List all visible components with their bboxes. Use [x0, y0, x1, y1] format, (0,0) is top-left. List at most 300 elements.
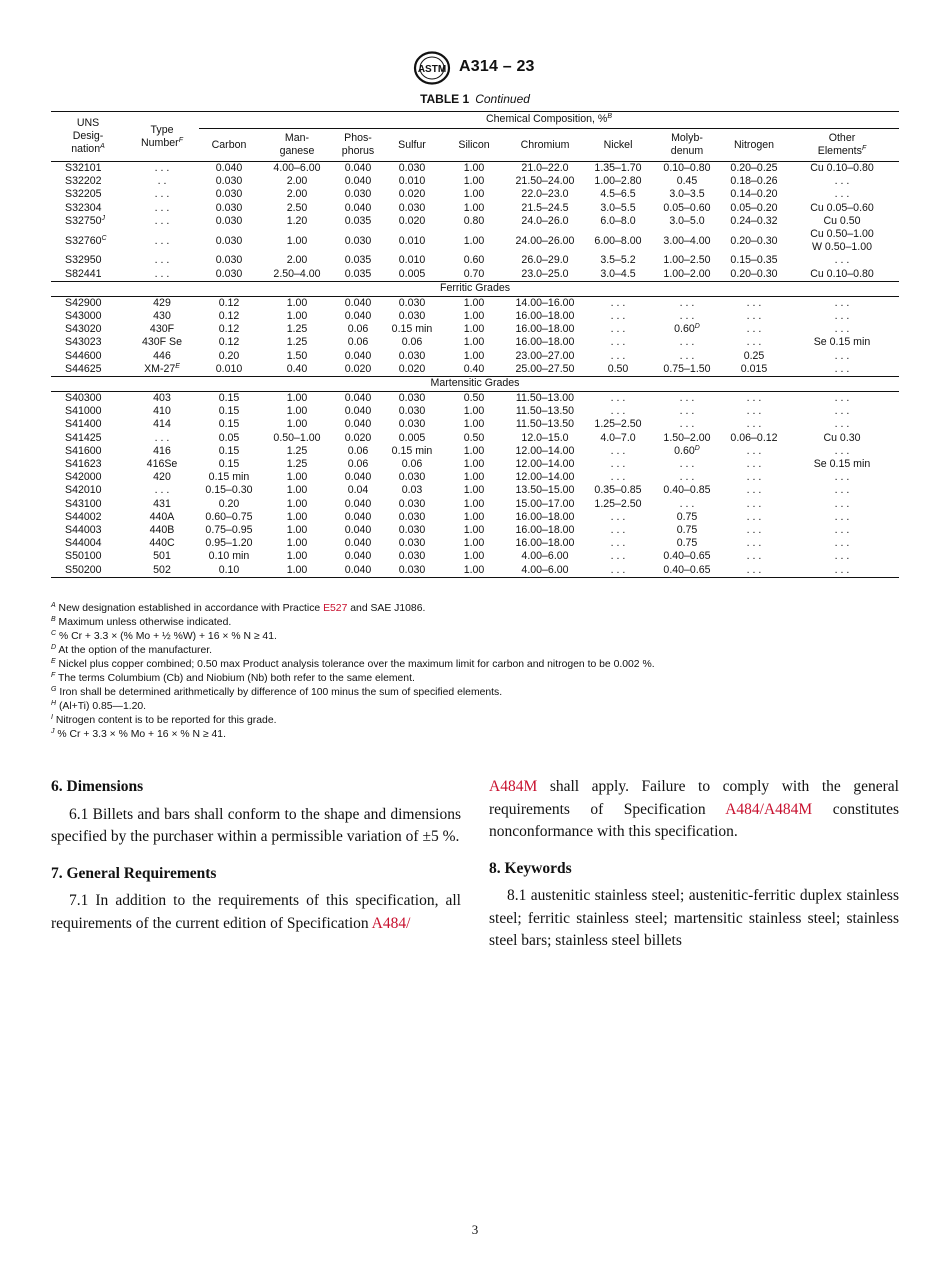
cell-uns: S42900 [65, 296, 102, 309]
cell-other: . . . [834, 471, 850, 484]
cell-uns: S43020 [65, 323, 102, 336]
cell-c: 0.60–0.75 [205, 510, 253, 523]
cell-type: . . . [154, 162, 170, 174]
cell-cr: 4.00–6.00 [521, 550, 569, 563]
section-martensitic-grades-label: Martensitic Grades [51, 377, 899, 392]
table-row [51, 458, 899, 471]
cell-c: 0.75–0.95 [205, 524, 253, 537]
cell-mn: 2.50–4.00 [273, 267, 321, 280]
header-manganese: Man- ganese [259, 129, 335, 162]
cell-mn: 1.00 [286, 497, 308, 510]
cell-type: 416 [153, 444, 171, 457]
cell-mo: 0.45 [676, 175, 698, 188]
table-row [51, 432, 899, 445]
document-title: A314 – 23 [459, 58, 535, 75]
page-number: 3 [471, 1222, 479, 1237]
cell-mn: 1.00 [286, 537, 308, 550]
footnote-h: $^H$ (Al+Ti) 0.85—1.20. [51, 700, 147, 712]
cell-c: 0.20 [218, 497, 240, 510]
table-body [51, 162, 899, 578]
cell-c: 0.95–1.20 [205, 537, 253, 550]
cell-other: . . . [834, 497, 850, 510]
cell-si: 1.00 [463, 510, 485, 523]
section-ferritic-grades-label: Ferritic Grades [51, 281, 899, 296]
cell-n: . . . [746, 418, 762, 431]
cell-mo: 0.75 [676, 524, 698, 537]
footnote-d: $^D$ At the option of the manufacturer. [51, 644, 213, 656]
cell-n: . . . [746, 497, 762, 510]
cell-mo: 1.00–2.50 [663, 254, 711, 267]
cell-type: 414 [153, 418, 171, 431]
cell-type: 429 [153, 296, 171, 309]
cell-c: 0.15 min [208, 471, 250, 484]
cell-ni: . . . [585, 564, 651, 578]
table-footnotes [51, 602, 899, 742]
cell-si: 0.40 [463, 362, 485, 375]
cell-other: . . . [834, 296, 850, 309]
cell-s: 0.030 [398, 550, 426, 563]
cell-p: 0.04 [347, 484, 369, 497]
cell-mo: . . . [679, 349, 695, 362]
footnote-a: $^A$ New designation established in accordance with Practice E527 and SAE J1086. [51, 602, 426, 614]
cell-uns: S50100 [65, 550, 102, 563]
cell-n: 0.015 [740, 362, 768, 375]
cell-s: 0.030 [398, 405, 426, 418]
table-row [51, 511, 899, 524]
cell-p: 0.040 [344, 349, 372, 362]
cell-cr: 11.50–13.00 [515, 392, 575, 405]
footnote-f: $^F$ The terms Columbium (Cb) and Niobium (Nb) both refer to the same element. [51, 672, 415, 684]
table-row [51, 175, 899, 188]
cell-mn: 1.25 [286, 444, 308, 457]
section-ferritic-grades [51, 281, 899, 296]
footnote-j: $^J$ % Cr + 3.3 × % Mo + 16 × % N ≥ 41. [51, 728, 226, 740]
cell-n: 0.14–0.20 [730, 188, 778, 201]
cell-p: 0.040 [344, 550, 372, 563]
cell-uns: S43000 [65, 310, 102, 323]
cell-n: 0.24–0.32 [730, 214, 778, 227]
cell-c: 0.15 [218, 444, 240, 457]
cell-mo: 1.00–2.00 [663, 267, 711, 280]
cell-mn: 1.00 [286, 310, 308, 323]
cell-s: 0.030 [398, 296, 426, 309]
cell-cr: 16.00–18.00 [515, 310, 575, 323]
cell-cr: 14.00–16.00 [515, 296, 575, 309]
cell-other: . . . [834, 484, 850, 497]
cell-p: 0.040 [344, 296, 372, 309]
cell-si: 1.00 [463, 458, 485, 471]
cell-c: 0.10 [199, 564, 259, 578]
cell-type: . . . [154, 201, 170, 214]
cell-uns: S32304 [65, 201, 102, 214]
cell-s: 0.010 [398, 254, 426, 267]
section-6-1: 6.1 Billets and bars shall conform to the shape and dimensions specified by the purchaser within a permissible variation of ±5 %. [51, 805, 461, 845]
cell-s: 0.15 min [391, 444, 433, 457]
cell-s: 0.06 [401, 336, 423, 349]
section-martensitic-grades [51, 377, 899, 392]
header-other-elements: Other Elements$^F$ [785, 129, 899, 162]
cell-type: 410 [153, 405, 171, 418]
cell-mn: 1.00 [286, 392, 308, 405]
cell-si: 1.00 [463, 188, 485, 201]
cell-uns: S41400 [65, 418, 102, 431]
cell-mn: 2.50 [286, 201, 308, 214]
cell-uns: S41623 [65, 458, 102, 471]
table-row [51, 336, 899, 349]
cell-p: 0.040 [344, 524, 372, 537]
cell-si: 0.50 [463, 392, 485, 405]
cell-n: . . . [723, 564, 785, 578]
cell-c: 0.12 [218, 296, 240, 309]
cell-si: 1.00 [463, 296, 485, 309]
cell-cr: 12.00–14.00 [515, 444, 575, 457]
cell-cr: 21.0–22.0 [521, 162, 569, 174]
cell-ni: . . . [610, 444, 626, 457]
cell-mn: 0.40 [286, 362, 308, 375]
cell-mn: 1.25 [286, 458, 308, 471]
cell-cr: 16.00–18.00 [515, 510, 575, 523]
cell-p: 0.040 [344, 537, 372, 550]
cell-ni: . . . [610, 323, 626, 336]
cell-c: 0.010 [215, 362, 243, 375]
cell-other: . . . [834, 175, 850, 188]
cell-type: 502 [125, 564, 199, 578]
cell-uns: S42000 [65, 471, 102, 484]
table-caption [0, 92, 950, 106]
cell-mo: 3.00–4.00 [663, 234, 711, 247]
right-column [489, 776, 899, 967]
cell-type: 446 [153, 349, 171, 362]
footnote-g: $^G$ Iron shall be determined arithmetically by difference of 100 minus the sum of specified elements. [51, 686, 503, 698]
cell-ni: 4.5–6.5 [600, 188, 636, 201]
cell-uns: S41000 [65, 405, 102, 418]
cell-s: 0.020 [398, 188, 426, 201]
cell-mn: 2.00 [286, 254, 308, 267]
cell-c: 0.040 [215, 162, 243, 174]
cell-p: 0.06 [347, 336, 369, 349]
cell-ni: . . . [610, 458, 626, 471]
cell-n: . . . [746, 405, 762, 418]
cell-mn: 1.00 [286, 550, 308, 563]
cell-c: 0.20 [218, 349, 240, 362]
cell-uns: S42010 [65, 484, 102, 497]
cell-p: 0.035 [344, 267, 372, 280]
cell-p: 0.040 [344, 510, 372, 523]
section-7-1-continued: A484M shall apply. Failure to comply with the general requirements of Specification A484/A484M constitutes nonconformance with this specification. [489, 778, 899, 840]
cell-si: 0.80 [463, 214, 485, 227]
header-chromium: Chromium [505, 129, 585, 162]
cell-cr: 23.0–25.0 [521, 267, 569, 280]
header-sulfur: Sulfur [381, 129, 443, 162]
cell-other: Se 0.15 min [813, 458, 871, 471]
cell-cr: 22.0–23.0 [521, 188, 569, 201]
cell-uns: S32950 [65, 254, 102, 267]
cell-mo: 0.75–1.50 [663, 362, 711, 375]
cell-uns: S82441 [65, 267, 102, 280]
cell-cr: 11.50–13.50 [515, 418, 575, 431]
cell-ni: . . . [610, 296, 626, 309]
table-row [51, 202, 899, 215]
cell-si: 0.70 [463, 267, 485, 280]
cell-cr: 16.00–18.00 [515, 537, 575, 550]
cell-other: . . . [834, 524, 850, 537]
table-row [51, 323, 899, 336]
cell-c: 0.030 [215, 214, 243, 227]
cell-c: 0.030 [215, 267, 243, 280]
cell-n: 0.15–0.35 [730, 254, 778, 267]
cell-cr: 16.00–18.00 [515, 336, 575, 349]
cell-si: 1.00 [463, 323, 485, 336]
header-chemical-composition: Chemical Composition, %$^B$ [199, 112, 899, 129]
cell-other: Cu 0.10–0.80 [810, 162, 874, 174]
cell-p: 0.040 [344, 175, 372, 188]
cell-n: . . . [746, 336, 762, 349]
left-column [51, 776, 461, 949]
cell-mn: 1.00 [286, 484, 308, 497]
cell-n: 0.18–0.26 [730, 175, 778, 188]
cell-uns: S32205 [65, 188, 102, 201]
cell-n: . . . [746, 484, 762, 497]
cell-mn: 1.00 [286, 234, 308, 247]
cell-c: 0.15 [218, 405, 240, 418]
header-nitrogen: Nitrogen [723, 129, 785, 162]
header-silicon: Silicon [443, 129, 505, 162]
cell-other: . . . [834, 362, 850, 375]
cell-cr: 12.00–14.00 [515, 471, 575, 484]
table-row [51, 445, 899, 458]
cell-c: 0.030 [215, 234, 243, 247]
cell-si: 1.00 [463, 550, 485, 563]
cell-type: 501 [153, 550, 171, 563]
cell-c: 0.12 [218, 323, 240, 336]
cell-ni: 3.5–5.2 [600, 254, 636, 267]
cell-other: . . . [785, 564, 899, 578]
cell-cr: 26.0–29.0 [521, 254, 569, 267]
page-header [0, 50, 950, 86]
cell-mo: . . . [679, 418, 695, 431]
cell-p: 0.040 [344, 418, 372, 431]
table-row [51, 550, 899, 563]
cell-mo: 3.0–3.5 [669, 188, 705, 201]
cell-uns: S44002 [65, 510, 102, 523]
table-row [51, 310, 899, 323]
cell-si: 1.00 [463, 524, 485, 537]
cell-si: 1.00 [463, 484, 485, 497]
cell-other: Cu 0.05–0.60 [810, 201, 874, 214]
cell-mn: 1.25 [286, 323, 308, 336]
cell-other: . . . [834, 510, 850, 523]
cell-p: 0.040 [344, 392, 372, 405]
cell-s: 0.030 [398, 162, 426, 174]
cell-n: 0.25 [743, 349, 765, 362]
cell-uns: S43023 [65, 336, 102, 349]
cell-c: 0.10 min [208, 550, 250, 563]
header-carbon: Carbon [199, 129, 259, 162]
cell-si: 1.00 [463, 201, 485, 214]
cell-mo: 0.40–0.65 [663, 550, 711, 563]
cell-other: Cu 0.50–1.00 W 0.50–1.00 [810, 228, 874, 254]
cell-other: . . . [834, 550, 850, 563]
cell-mo: 0.75 [676, 510, 698, 523]
cell-other: Cu 0.30 [823, 431, 861, 444]
cell-mn: 4.00–6.00 [273, 162, 321, 174]
cell-type: 440A [149, 510, 175, 523]
table-row [51, 524, 899, 537]
cell-s: 0.030 [398, 471, 426, 484]
cell-s: 0.030 [398, 418, 426, 431]
cell-p: 0.040 [335, 564, 381, 578]
table-row [51, 484, 899, 497]
cell-n: . . . [746, 323, 762, 336]
cell-mn: 1.00 [286, 418, 308, 431]
cell-type: . . [157, 175, 167, 188]
cell-mo: . . . [679, 405, 695, 418]
cell-uns: S40300 [65, 392, 102, 405]
table-row [51, 254, 899, 267]
cell-si: 1.00 [463, 444, 485, 457]
cell-si: 1.00 [463, 418, 485, 431]
cell-si: 0.60 [463, 254, 485, 267]
table-caption-continued: Continued [475, 92, 530, 106]
table-row [51, 392, 899, 406]
cell-s: 0.005 [398, 267, 426, 280]
cell-mo: 3.0–5.0 [669, 214, 705, 227]
cell-ni: 1.35–1.70 [594, 162, 642, 174]
cell-uns: S44600 [65, 349, 102, 362]
footnote-b: $^B$ Maximum unless otherwise indicated. [51, 616, 232, 628]
header-phosphorus: Phos- phorus [335, 129, 381, 162]
cell-type: . . . [154, 267, 170, 280]
cell-n: . . . [746, 524, 762, 537]
cell-uns: S50200 [51, 564, 125, 578]
cell-cr: 25.00–27.50 [515, 362, 575, 375]
cell-s: 0.020 [398, 362, 426, 375]
cell-c: 0.15 [218, 458, 240, 471]
cell-mn: 2.00 [286, 188, 308, 201]
cell-type: . . . [154, 188, 170, 201]
cell-p: 0.040 [344, 162, 372, 174]
cell-p: 0.020 [344, 431, 372, 444]
link-a484-a484m[interactable]: A484/A484M [725, 800, 813, 818]
cell-uns: S41425 [65, 431, 102, 444]
section-7-heading: 7. General Requirements [51, 864, 217, 882]
cell-uns: S41600 [65, 444, 102, 457]
cell-s: 0.030 [398, 310, 426, 323]
cell-p: 0.040 [344, 405, 372, 418]
cell-mo: . . . [679, 497, 695, 510]
cell-n: 0.20–0.30 [730, 234, 778, 247]
cell-mo: $0.60^D$ [674, 323, 700, 336]
cell-p: 0.035 [344, 254, 372, 267]
cell-mn: 2.00 [286, 175, 308, 188]
cell-cr: 24.0–26.0 [521, 214, 569, 227]
cell-ni: 3.0–4.5 [600, 267, 636, 280]
cell-s: 0.030 [398, 510, 426, 523]
cell-type: 420 [153, 471, 171, 484]
cell-p: 0.030 [344, 234, 372, 247]
cell-cr: 13.50–15.00 [515, 484, 575, 497]
cell-si: 1.00 [463, 497, 485, 510]
section-8-heading: 8. Keywords [489, 859, 572, 877]
cell-ni: 1.00–2.80 [594, 175, 642, 188]
cell-c: 0.12 [218, 310, 240, 323]
table-row [51, 296, 899, 310]
cell-other: . . . [834, 349, 850, 362]
footnote-e: $^E$ Nickel plus copper combined; 0.50 max Product analysis tolerance over the maximum limit for carbon and nitrogen to be 0.002 %. [51, 658, 655, 670]
header-type-number: Type Number$^F$ [125, 112, 199, 162]
section-6-heading: 6. Dimensions [51, 778, 144, 795]
cell-n: . . . [746, 550, 762, 563]
cell-ni: 3.0–5.5 [600, 201, 636, 214]
cell-ni: . . . [610, 405, 626, 418]
cell-type: . . . [154, 431, 170, 444]
table-row [51, 418, 899, 431]
cell-mn: 1.25 [286, 336, 308, 349]
cell-type: $XM-27^E$ [144, 362, 180, 375]
cell-mn: 1.00 [286, 524, 308, 537]
cell-mo: . . . [679, 458, 695, 471]
cell-s: 0.03 [401, 484, 423, 497]
cell-mo: . . . [679, 392, 695, 405]
cell-mo: . . . [679, 310, 695, 323]
cell-mo: 0.10–0.80 [663, 162, 711, 174]
link-a484m[interactable]: A484M [489, 778, 538, 795]
footnote-c: $^C$ % Cr + 3.3 × (% Mo + ½ %W) + 16 × % N ≥ 41. [51, 630, 277, 642]
cell-uns: S44625 [65, 362, 102, 375]
cell-uns: S43100 [65, 497, 102, 510]
cell-uns: $S32750^J$ [65, 214, 106, 227]
cell-ni: 6.0–8.0 [600, 214, 636, 227]
cell-s: 0.030 [398, 537, 426, 550]
cell-mo: 0.40–0.85 [663, 484, 711, 497]
cell-mn: 1.20 [286, 214, 308, 227]
cell-s: 0.030 [398, 349, 426, 362]
cell-ni: 1.25–2.50 [594, 418, 642, 431]
cell-si: 1.00 [463, 537, 485, 550]
cell-si: 1.00 [463, 405, 485, 418]
cell-n: 0.20–0.25 [730, 162, 778, 174]
cell-mo: . . . [679, 471, 695, 484]
link-a484[interactable]: A484/ [371, 914, 411, 932]
cell-si: 1.00 [463, 162, 485, 174]
cell-ni: 0.35–0.85 [594, 484, 642, 497]
cell-n: 0.06–0.12 [730, 431, 778, 444]
cell-ni: 0.50 [607, 362, 629, 375]
cell-s: 0.030 [381, 564, 443, 578]
link-e527[interactable]: E527 [323, 603, 348, 614]
cell-other: Cu 0.10–0.80 [810, 267, 874, 280]
cell-s: 0.010 [398, 234, 426, 247]
cell-si: 1.00 [463, 471, 485, 484]
cell-si: 1.00 [463, 349, 485, 362]
cell-ni: 4.0–7.0 [600, 431, 636, 444]
cell-mo: $0.60^D$ [674, 444, 700, 457]
cell-ni: . . . [610, 349, 626, 362]
cell-p: 0.040 [344, 497, 372, 510]
cell-uns: S32101 [65, 162, 102, 174]
cell-uns: S32202 [65, 175, 102, 188]
cell-ni: . . . [610, 510, 626, 523]
table-row [51, 162, 899, 176]
cell-n: . . . [746, 444, 762, 457]
cell-p: 0.040 [344, 471, 372, 484]
cell-p: 0.020 [344, 362, 372, 375]
cell-mn: 1.00 [286, 296, 308, 309]
cell-other: Se 0.15 min [813, 336, 871, 349]
cell-mo: . . . [679, 336, 695, 349]
cell-type: 440B [149, 524, 175, 537]
cell-type: . . . [154, 484, 170, 497]
